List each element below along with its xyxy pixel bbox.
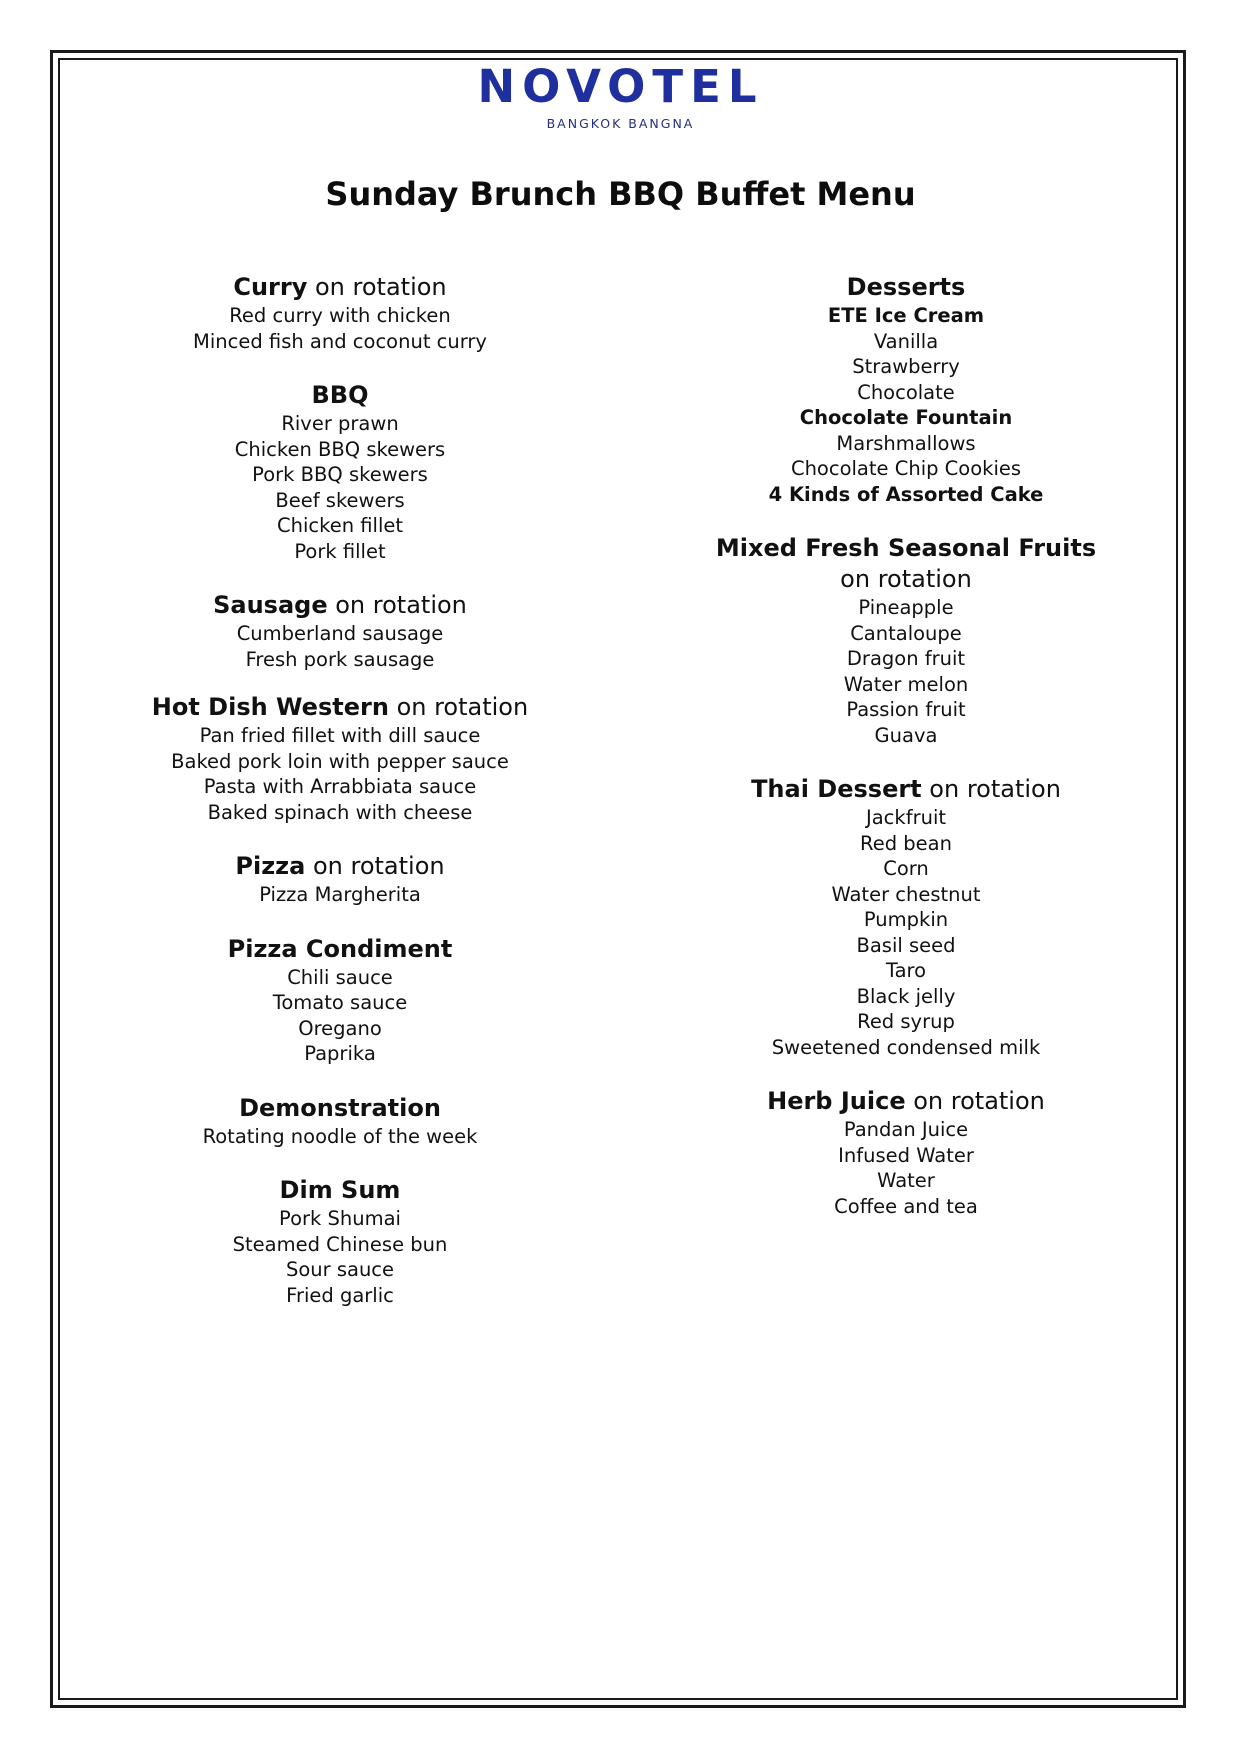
- menu-item: Sweetened condensed milk: [771, 1035, 1041, 1059]
- menu-column-right: [706, 272, 1106, 1219]
- menu-item: Guava: [874, 723, 938, 747]
- menu-item: Steamed Chinese bun: [232, 1232, 448, 1256]
- menu-item: Water melon: [843, 672, 969, 696]
- menu-item: Chocolate Chip Cookies: [790, 457, 1022, 480]
- menu-item: Sour sauce: [285, 1258, 395, 1281]
- section-bbq: [140, 380, 540, 564]
- page-title: Sunday Brunch BBQ Buffet Menu: [325, 175, 916, 213]
- menu-item: Jackfruit: [865, 806, 947, 829]
- section-pizza: [140, 851, 540, 908]
- menu-item: Tomato sauce: [272, 991, 408, 1014]
- menu-item: Baked pork loin with pepper sauce: [171, 749, 509, 773]
- logo-location: BANGKOK BANGNA: [546, 116, 695, 131]
- menu-item: Infused Water: [838, 1143, 974, 1167]
- menu-item: Pork fillet: [294, 539, 386, 563]
- menu-item: Chili sauce: [287, 965, 393, 989]
- menu-item: Fried garlic: [286, 1283, 394, 1307]
- menu-item: Passion fruit: [846, 698, 966, 721]
- section-curry: [140, 272, 540, 354]
- menu-item: Dragon fruit: [846, 647, 966, 670]
- section-title: Curry on rotation: [233, 273, 447, 301]
- menu-item: Basil seed: [856, 933, 956, 957]
- menu-item: Coffee and tea: [834, 1194, 978, 1218]
- section-title: Desserts: [846, 273, 966, 301]
- menu-item: Pan fried fillet with dill sauce: [199, 724, 481, 747]
- menu-item: Baked spinach with cheese: [207, 800, 473, 824]
- section-title: Dim Sum: [279, 1176, 401, 1204]
- section-title: BBQ: [311, 381, 369, 409]
- menu-item: Chicken fillet: [276, 514, 404, 537]
- section-title: Demonstration: [239, 1093, 441, 1122]
- section-title: Thai Dessert on rotation: [751, 775, 1061, 803]
- section-sausage: [140, 590, 540, 672]
- subsection-title: ETE Ice Cream: [827, 304, 985, 327]
- section-desserts: [706, 272, 1106, 507]
- section-dim-sum: [140, 1175, 540, 1308]
- menu-item: Taro: [885, 959, 927, 982]
- menu-item: Pumpkin: [863, 908, 949, 931]
- section-demonstration: [140, 1093, 540, 1150]
- menu-item: Minced fish and coconut curry: [193, 329, 487, 353]
- subsection-title: Chocolate Fountain: [799, 406, 1013, 429]
- menu-item: Pizza Margherita: [259, 883, 421, 906]
- menu-item: Rotating noodle of the week: [202, 1124, 478, 1148]
- logo-wordmark: NOVOTEL: [477, 60, 764, 113]
- section-pizza-condiment: [140, 934, 540, 1067]
- menu-item: Corn: [883, 857, 929, 880]
- menu-item: Cantaloupe: [850, 621, 962, 645]
- menu-item: Pasta with Arrabbiata sauce: [203, 775, 477, 798]
- menu-item: River prawn: [281, 412, 399, 435]
- menu-item: Chocolate: [857, 380, 955, 404]
- section-thai-dessert: [706, 774, 1106, 1060]
- menu-item: Red syrup: [857, 1010, 955, 1033]
- section-title: Mixed Fresh Seasonal Fruits: [715, 534, 1097, 562]
- menu-item: Paprika: [304, 1042, 376, 1065]
- menu-item: Marshmallows: [836, 431, 976, 455]
- menu-column-left: [140, 272, 540, 1308]
- menu-item: Fresh pork sausage: [245, 647, 435, 671]
- menu-item: Pandan Juice: [843, 1118, 969, 1141]
- menu-item: Black jelly: [856, 984, 956, 1008]
- subsection-title: 4 Kinds of Assorted Cake: [768, 482, 1044, 506]
- section-title: Herb Juice on rotation: [767, 1087, 1045, 1115]
- menu-item: Strawberry: [852, 355, 960, 378]
- menu-item: Red curry with chicken: [229, 304, 451, 327]
- section-title: Sausage on rotation: [213, 591, 467, 619]
- section-mixed-fruits: [706, 533, 1106, 748]
- menu-item: Pork Shumai: [279, 1207, 401, 1230]
- menu-item: Chicken BBQ skewers: [234, 437, 446, 461]
- section-title: Pizza on rotation: [235, 852, 445, 880]
- section-title: Pizza Condiment: [227, 934, 453, 963]
- menu-item: Vanilla: [873, 329, 939, 353]
- menu-item: Beef skewers: [275, 488, 405, 512]
- menu-item: Pork BBQ skewers: [252, 463, 428, 486]
- menu-item: Water: [877, 1169, 935, 1192]
- menu-item: Red bean: [860, 831, 952, 855]
- menu-item: Cumberland sausage: [236, 622, 444, 645]
- section-rotation-note: on rotation: [840, 565, 972, 593]
- section-herb-juice: [706, 1086, 1106, 1219]
- section-title: Hot Dish Western on rotation: [151, 693, 529, 721]
- menu-item: Water chestnut: [831, 882, 981, 906]
- section-hot-dish-western: [140, 692, 540, 825]
- menu-item: Oregano: [298, 1016, 382, 1040]
- hotel-logo: [0, 62, 1241, 132]
- menu-item: Pineapple: [858, 596, 954, 619]
